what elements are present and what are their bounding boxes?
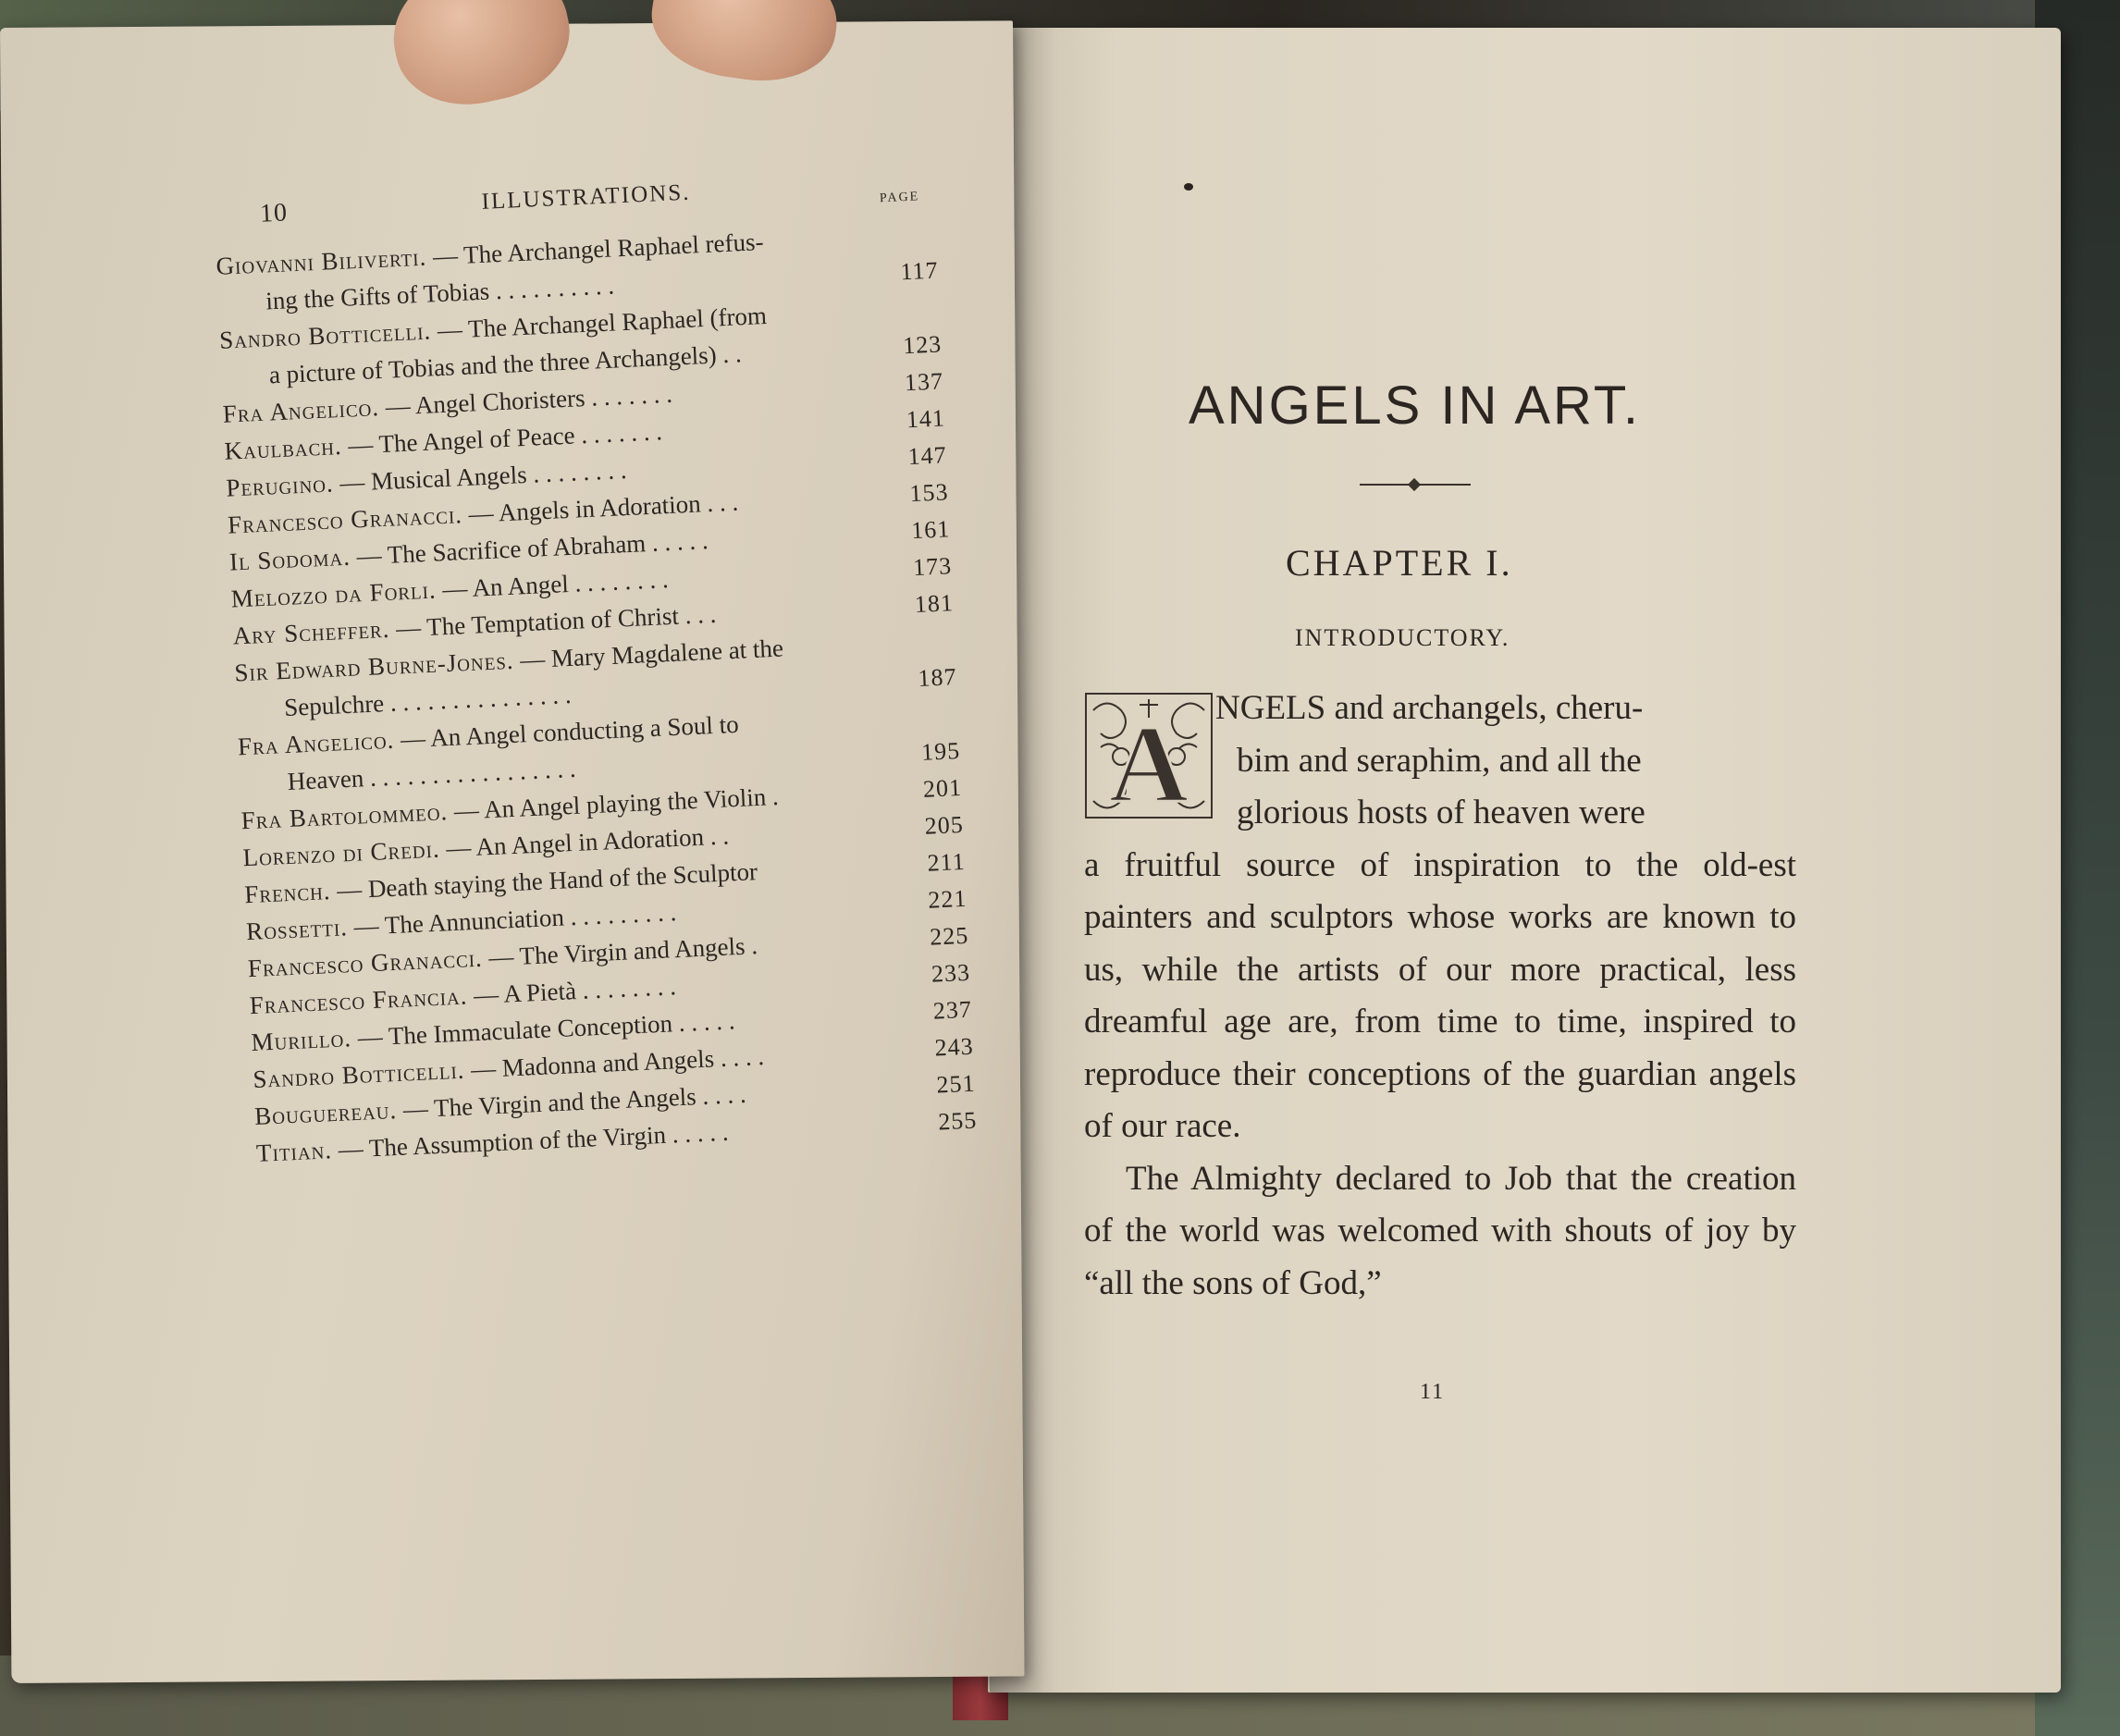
artist-name: Sandro Botticelli. (252, 1055, 466, 1093)
illustrations-list-page (213, 162, 978, 1172)
work-title: — An Angel conducting a Soul to (393, 709, 740, 754)
page-ref: 225 (929, 921, 969, 951)
artist-name: French. (243, 877, 332, 909)
artist-name: Fra Angelico. (237, 725, 395, 761)
artist-name: Fra Bartolommeo. (240, 797, 449, 835)
artist-name: Francesco Granacci. (227, 500, 463, 539)
artist-name: Francesco Francia. (249, 981, 469, 1020)
page-ref: 147 (906, 441, 948, 471)
para1-rest: a fruitful source of inspiration to the old-est painters and sculptors whose works are known to us, while the artists of our more practical, less dreamful age are, from time to time, inspired to reproduce their conceptions of the guardian angels of our race. (1084, 845, 1796, 1145)
work-title: — Musical Angels . . . . . . . . (332, 456, 628, 498)
artist-name: Il Sodoma. (228, 542, 351, 576)
work-title: — The Archangel Raphael (from (430, 301, 768, 345)
para1-line-2: bim and seraphim, and all the (1237, 741, 1642, 780)
page-ref: 187 (917, 663, 958, 692)
page-ref: 117 (899, 256, 940, 286)
entry-continuation: a picture of Tobias and the three Archangels) . . (268, 339, 743, 389)
entry-continuation: Sepulchre . . . . . . . . . . . . . . . (283, 680, 573, 722)
artist-name: Sir Edward Burne-Jones. (233, 646, 515, 687)
artist-name: Ary Scheffer. (232, 614, 390, 650)
section-title: INTRODUCTORY. (1295, 624, 1510, 651)
artist-name: Giovanni Biliverti. (215, 242, 427, 280)
work-title: — The Archangel Raphael refus- (425, 228, 765, 271)
work-title: — The Angel of Peace . . . . . . . (340, 417, 663, 460)
entry-continuation: ing the Gifts of Tobias . . . . . . . . . . (265, 271, 615, 315)
page-ref: 173 (912, 552, 953, 582)
artist-name: Sandro Botticelli. (218, 316, 432, 354)
work-title: — Madonna and Angels . . . . (463, 1041, 765, 1084)
page-ref: 141 (906, 404, 946, 434)
artist-name: Melozzo da Forli. (230, 575, 438, 613)
page-ref: 221 (927, 884, 968, 914)
work-title: — Angels in Adoration . . . (462, 487, 739, 529)
work-title: — The Virgin and the Angels . . . . (396, 1079, 747, 1124)
work-title: — An Angel playing the Violin . (447, 782, 780, 826)
artist-name: Bouguereau. (253, 1096, 398, 1130)
work-title: — The Assumption of the Virgin . . . . . (331, 1117, 730, 1164)
artist-name: Perugino. (225, 469, 335, 502)
artist-name: Lorenzo di Credi. (241, 834, 441, 872)
work-title: — Angel Choristers . . . . . . . (378, 379, 673, 422)
work-title: — Death staying the Hand of the Sculptor (329, 857, 758, 905)
page-ref: 153 (908, 478, 950, 508)
page-column-label: PAGE (879, 190, 920, 206)
para1-line-3: glorious hosts of heaven were (1237, 794, 1645, 831)
page-ref: 243 (934, 1032, 975, 1062)
paper-speck (1184, 183, 1193, 191)
page-ref: 181 (914, 589, 955, 619)
work-title: — The Virgin and Angels . (481, 931, 758, 972)
running-head-title: ILLUSTRATIONS. (481, 179, 691, 215)
work-title: — A Pietà . . . . . . . . (466, 972, 677, 1010)
chapter-body (1084, 683, 1796, 1310)
page-ref: 123 (902, 330, 943, 360)
artist-name: Titian. (255, 1136, 333, 1167)
para2: The Almighty declared to Job that the creation of the world was welcomed with shouts of joy by “all the sons of God,” (1084, 1159, 1796, 1302)
artist-name: Fra Angelico. (222, 393, 380, 428)
para1-line-1: NGELS and archangels, cheru- (1215, 689, 1644, 727)
work-title: — An Angel . . . . . . . . (435, 565, 670, 604)
illustrations-list (216, 215, 979, 1172)
work-title: — The Immaculate Conception . . . . . (351, 1006, 736, 1053)
work-title: — The Annunciation . . . . . . . . . (347, 898, 677, 942)
book-title: ANGELS IN ART. (1189, 376, 1641, 436)
work-title: — Mary Magdalene at the (512, 634, 784, 674)
work-title: — The Temptation of Christ . . . (388, 599, 717, 643)
artist-name: Francesco Granacci. (247, 943, 484, 983)
artist-name: Kaulbach. (223, 431, 343, 465)
page-number-right: 11 (1420, 1380, 1446, 1404)
page-ref: 211 (926, 847, 967, 877)
page-ref: 137 (904, 367, 944, 397)
page-ref: 195 (920, 736, 961, 766)
page-ref: 255 (937, 1106, 978, 1136)
page-ref: 251 (935, 1069, 977, 1099)
work-title: — The Sacrifice of Abraham . . . . . (350, 526, 709, 571)
chapter-title: CHAPTER I. (1286, 542, 1513, 584)
page-ref: 233 (931, 958, 971, 988)
work-title: — An Angel in Adoration . . (438, 821, 730, 863)
page-ref: 237 (932, 995, 973, 1025)
entry-continuation: Heaven . . . . . . . . . . . . . . . . . (287, 754, 577, 795)
artist-name: Murillo. (250, 1024, 352, 1057)
page-number-left: 10 (259, 198, 289, 228)
page-ref: 161 (910, 515, 951, 545)
page-ref: 201 (922, 773, 963, 803)
page-ref: 205 (924, 810, 965, 840)
artist-name: Rossetti. (245, 913, 349, 946)
dropcap-letter: A (1108, 702, 1189, 819)
